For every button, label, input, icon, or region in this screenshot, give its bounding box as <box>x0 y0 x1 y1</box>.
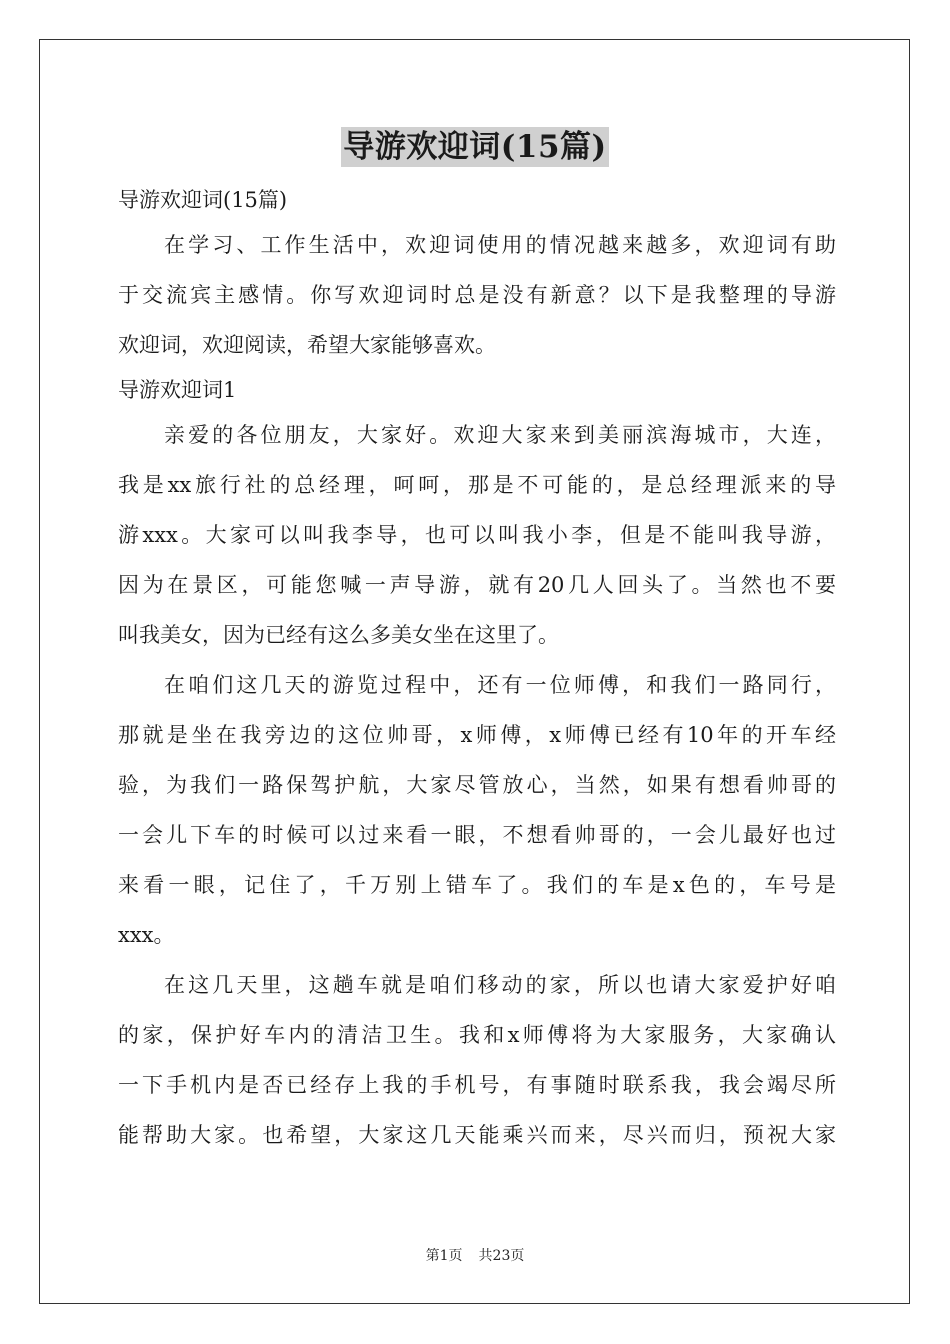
paragraph-line: 我是xx旅行社的总经理，呵呵，那是不可能的，是总经理派来的导 <box>118 473 836 497</box>
intro-paragraph <box>118 220 836 370</box>
paragraph-2 <box>118 660 836 960</box>
paragraph-line: 一下手机内是否已经存上我的手机号，有事随时联系我，我会竭尽所 <box>118 1073 836 1097</box>
paragraph-line: 叫我美女，因为已经有这么多美女坐在这里了。 <box>118 623 559 647</box>
paragraph-3 <box>118 960 836 1160</box>
intro-line: 欢迎词，欢迎阅读，希望大家能够喜欢。 <box>118 333 496 357</box>
paragraph-line: 亲爱的各位朋友，大家好。欢迎大家来到美丽滨海城市，大连， <box>164 423 836 447</box>
paragraph-line: 能帮助大家。也希望，大家这几天能乘兴而来，尽兴而归，预祝大家 <box>118 1123 836 1147</box>
document-title: 导游欢迎词(15篇) <box>343 129 607 165</box>
section-heading: 导游欢迎词1 <box>118 378 237 402</box>
intro-line: 于交流宾主感情。你写欢迎词时总是没有新意？以下是我整理的导游 <box>118 283 836 307</box>
intro-line: 在学习、工作生活中，欢迎词使用的情况越来越多，欢迎词有助 <box>164 233 836 257</box>
paragraph-line: 验，为我们一路保驾护航，大家尽管放心，当然，如果有想看帅哥的 <box>118 773 836 797</box>
paragraph-line: 一会儿下车的时候可以过来看一眼，不想看帅哥的，一会儿最好也过 <box>118 823 836 847</box>
paragraph-line: 的家，保护好车内的清洁卫生。我和x师傅将为大家服务，大家确认 <box>118 1023 836 1047</box>
paragraph-line: 那就是坐在我旁边的这位帅哥，x师傅，x师傅已经有10年的开车经 <box>118 723 836 747</box>
paragraph-1 <box>118 410 836 660</box>
paragraph-line: 因为在景区，可能您喊一声导游，就有20几人回头了。当然也不要 <box>118 573 836 597</box>
paragraph-line: 来看一眼，记住了，千万别上错车了。我们的车是x色的，车号是 <box>118 873 836 897</box>
page-number: 第1页 <box>425 1248 463 1264</box>
total-pages: 共23页 <box>478 1248 525 1264</box>
document-body <box>118 180 836 1160</box>
page-footer <box>0 1245 950 1265</box>
subtitle: 导游欢迎词(15篇) <box>118 188 288 212</box>
title-container <box>0 127 950 167</box>
paragraph-line: 在咱们这几天的游览过程中，还有一位师傅，和我们一路同行， <box>164 673 836 697</box>
paragraph-line: 在这几天里，这趟车就是咱们移动的家，所以也请大家爱护好咱 <box>164 973 836 997</box>
paragraph-line: 游xxx。大家可以叫我李导，也可以叫我小李，但是不能叫我导游， <box>118 523 836 547</box>
paragraph-line: xxx。 <box>118 923 175 947</box>
